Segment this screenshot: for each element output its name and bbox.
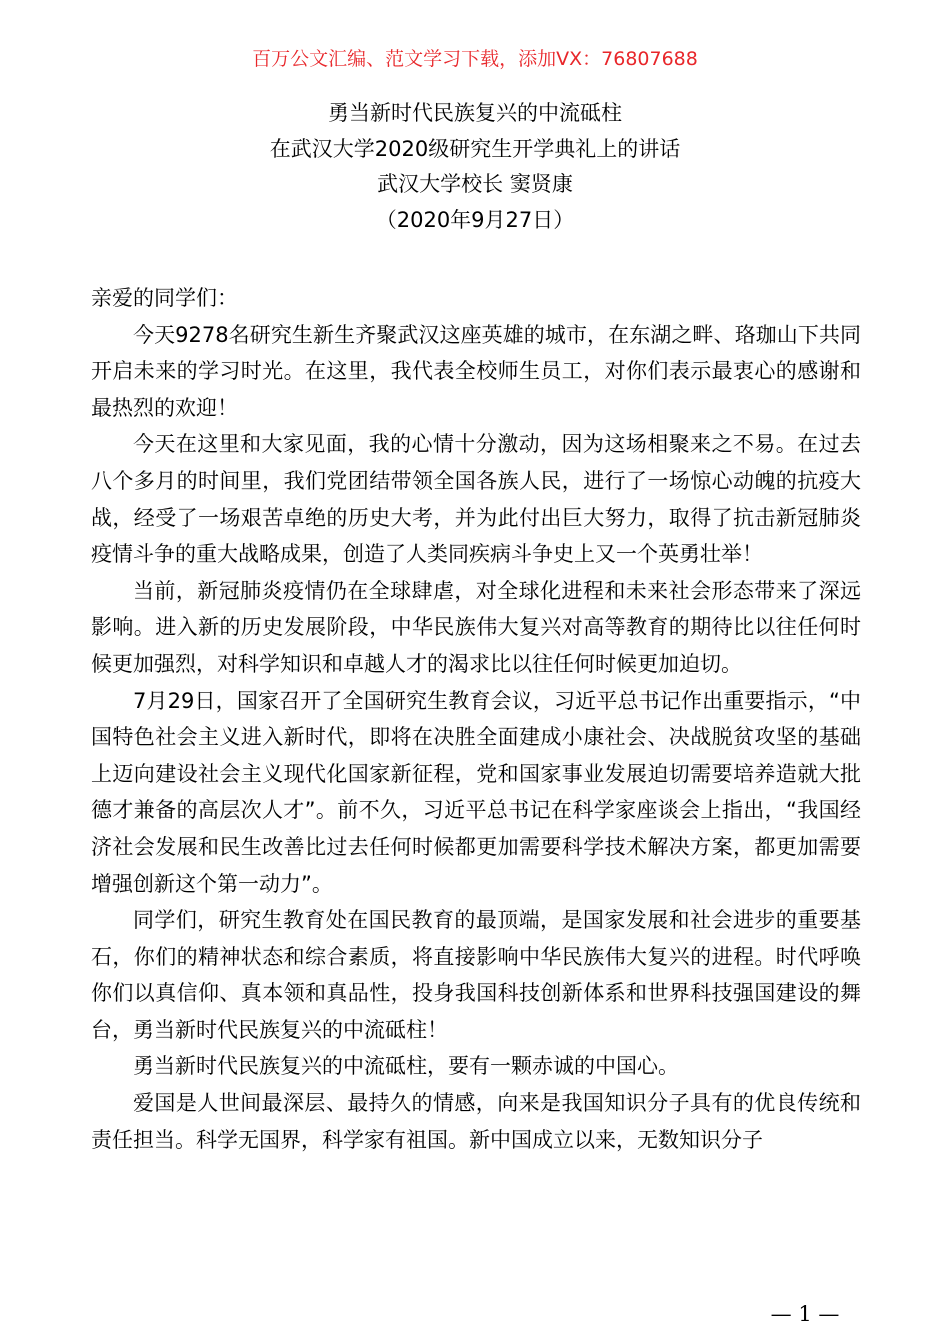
paragraph: 今天在这里和大家见面，我的心情十分激动，因为这场相聚来之不易。在过去八个多月的时间里，我们党团结带领全国各族人民，进行了一场惊心动魄的抗疫大战，经受了一场艰苦卓绝的历史大考，并为此付出巨大努力，取得了抗击新冠肺炎疫情斗争的重大战略成果，创造了人类同疾病斗争史上又一个英勇壮举！	[91, 432, 861, 567]
paragraph: 同学们，研究生教育处在国民教育的最顶端，是国家发展和社会进步的重要基石，你们的精神状态和综合素质，将直接影响中华民族伟大复兴的进程。时代呼唤你们以真信仰、真本领和真品性，投身我国科技创新体系和世界科技强国建设的舞台，勇当新时代民族复兴的中流砥柱！	[91, 908, 861, 1042]
paragraph: 勇当新时代民族复兴的中流砥柱，要有一颗赤诚的中国心。	[133, 1054, 679, 1079]
paragraph: 当前，新冠肺炎疫情仍在全球肆虐，对全球化进程和未来社会形态带来了深远影响。进入新的历史发展阶段，中华民族伟大复兴对高等教育的期待比以往任何时候更加强烈，对科学知识和卓越人才的渴求比以往任何时候更加迫切。	[91, 578, 861, 676]
document-subtitle: 在武汉大学2020级研究生开学典礼上的讲话	[269, 136, 681, 161]
document-author: 武汉大学校长 窦贤康	[377, 172, 573, 196]
salutation: 亲爱的同学们：	[91, 286, 238, 310]
document-title: 勇当新时代民族复兴的中流砥柱	[328, 101, 622, 125]
promo-banner: 百万公文汇编、范文学习下载，添加VX：76807688	[252, 48, 698, 70]
document-header	[0, 96, 950, 238]
document-body	[91, 280, 861, 1158]
document-date: （2020年9月27日）	[375, 207, 575, 232]
paragraph: 7月29日，国家召开了全国研究生教育会议，习近平总书记作出重要指示，“中国特色社会主义进入新时代，即将在决胜全面建成小康社会、决战脱贫攻坚的基础上迈向建设社会主义现代化国家新征程，党和国家事业发展迫切需要培养造就大批德才兼备的高层次人才”。前不久，习近平总书记在科学家座谈会上指出，“我国经济社会发展和民生改善比过去任何时候都更加需要科学技术解决方案，都更加需要增强创新这个第一动力”。	[91, 688, 861, 896]
page-number: — 1 —	[770, 1302, 840, 1326]
paragraph: 爱国是人世间最深层、最持久的情感，向来是我国知识分子具有的优良传统和责任担当。科学无国界，科学家有祖国。新中国成立以来，无数知识分子	[91, 1091, 861, 1152]
paragraph: 今天9278名研究生新生齐聚武汉这座英雄的城市，在东湖之畔、珞珈山下共同开启未来的学习时光。在这里，我代表全校师生员工，对你们表示最衷心的感谢和最热烈的欢迎！	[91, 322, 861, 420]
